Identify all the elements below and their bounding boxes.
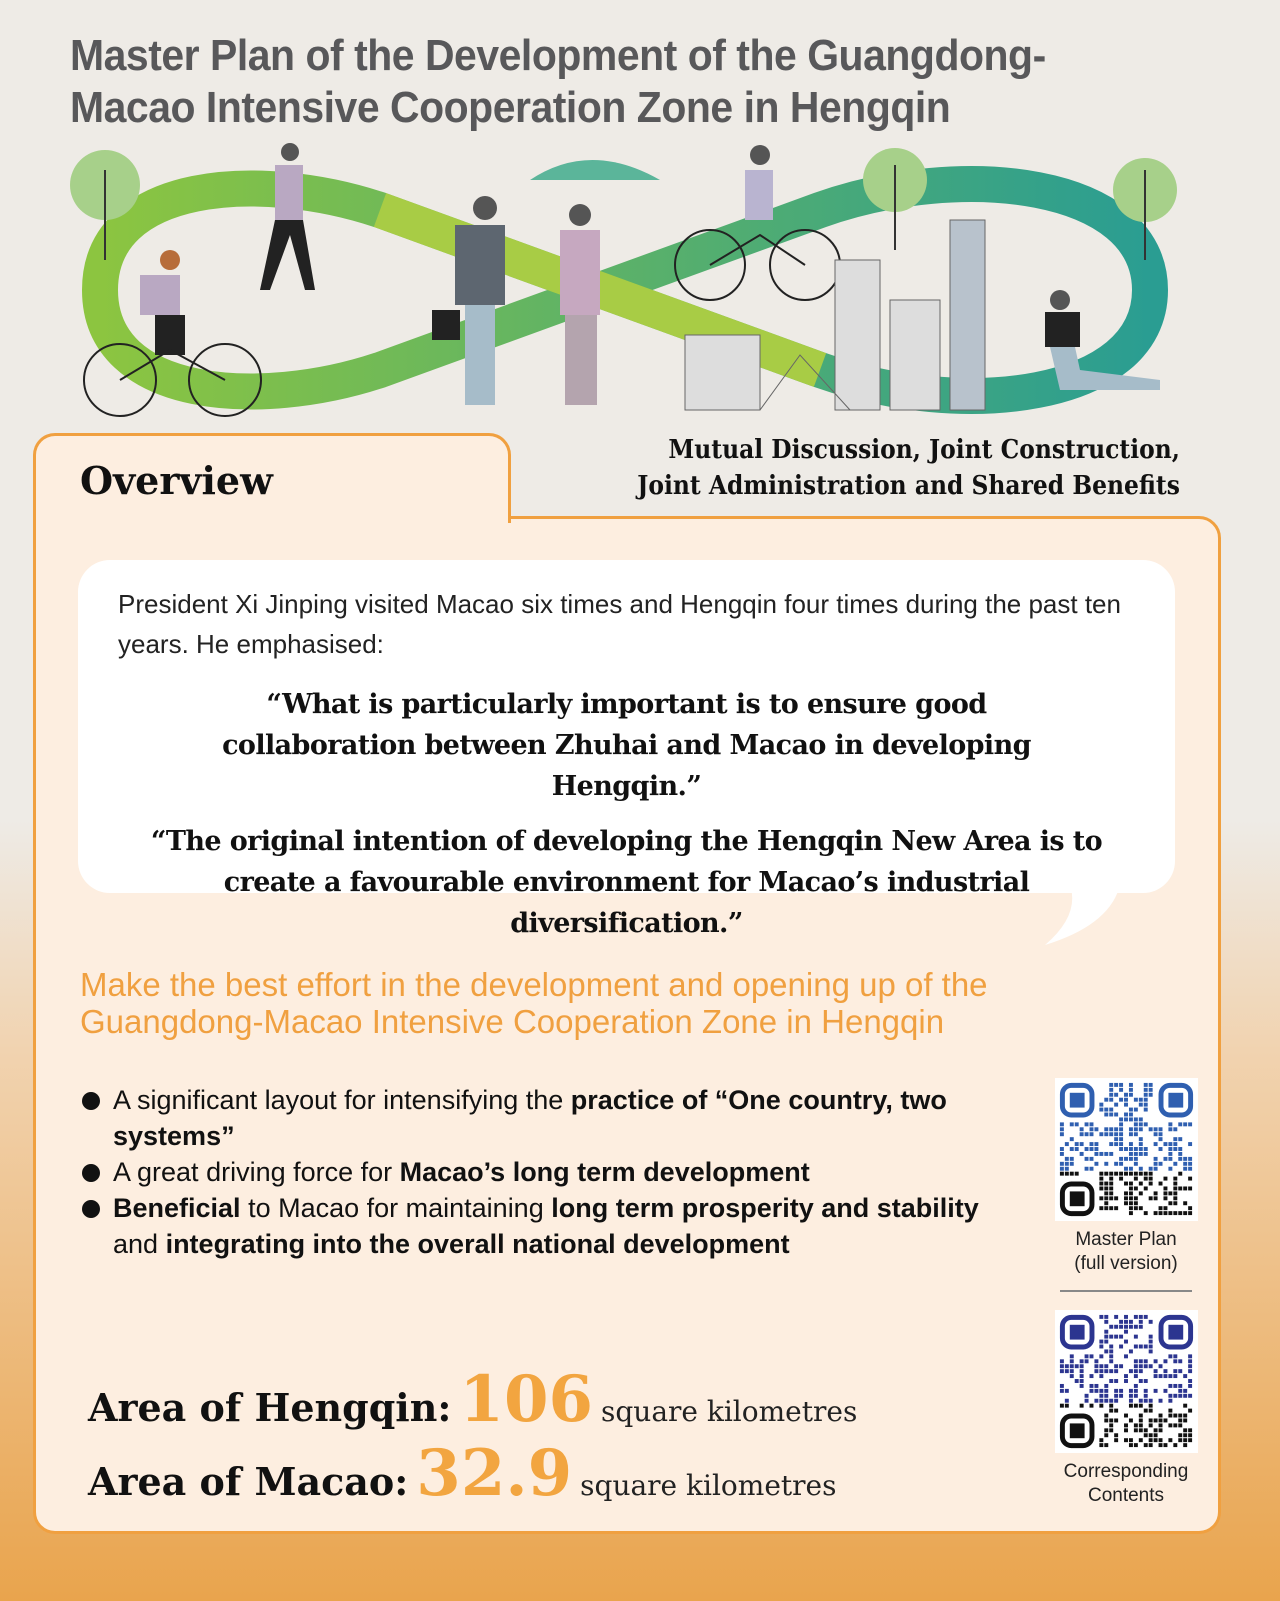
motto-line: Joint Administration and Shared Benefits xyxy=(637,471,1180,501)
qr-code-master-plan[interactable] xyxy=(1055,1078,1198,1221)
emphasis: Beneficial xyxy=(113,1193,241,1223)
area-unit: square kilometres xyxy=(580,1469,837,1502)
emphasis: Macao’s long term development xyxy=(399,1157,810,1187)
illustration xyxy=(60,140,1220,430)
bubble-tail xyxy=(1040,885,1130,947)
overview-heading: Overview xyxy=(80,458,273,503)
qr-label-line: (full version) xyxy=(1074,1253,1178,1274)
text: A significant layout for intensifying the xyxy=(113,1085,571,1115)
text: to Macao for maintaining xyxy=(240,1193,552,1223)
divider xyxy=(1060,1290,1192,1292)
area-value: 106 xyxy=(459,1362,593,1437)
quote-1: “What is particularly important is to ensure good collaboration between Zhuhai and Macao in developing Hengqin.” xyxy=(222,689,1031,802)
qr-label xyxy=(1040,1228,1212,1276)
bullet-item xyxy=(80,1154,1010,1190)
text: and xyxy=(113,1229,166,1259)
qr-label-line: Corresponding xyxy=(1063,1461,1189,1482)
qr-label xyxy=(1040,1460,1212,1508)
area-value: 32.9 xyxy=(416,1436,573,1511)
text: A great driving force for xyxy=(113,1157,400,1187)
qr-label-line: Master Plan xyxy=(1075,1229,1177,1250)
emphasis: integrating into the overall national development xyxy=(165,1229,790,1259)
area-macao xyxy=(88,1436,836,1511)
intro-text: President Xi Jinping visited Macao six times and Hengqin four times during the past ten years. He emphasised: xyxy=(118,589,1121,659)
area-label: Area of Hengqin: xyxy=(88,1385,452,1430)
emphasis: practice of “One country, two systems” xyxy=(113,1085,947,1151)
area-label: Area of Macao: xyxy=(88,1459,409,1504)
bullet-list xyxy=(80,1082,1010,1262)
section-heading: Make the best effort in the development and opening up of the Guangdong-Macao Intensive Cooperation Zone in Hengqin xyxy=(80,966,988,1040)
bullet-item xyxy=(80,1190,1010,1262)
area-unit: square kilometres xyxy=(601,1395,858,1428)
emphasis: long term prosperity and stability xyxy=(551,1193,979,1223)
quote-2: “The original intention of developing the Hengqin New Area is to create a favourable environment for Macao’s industrial diversification.” xyxy=(150,826,1103,939)
qr-code-corresponding-contents[interactable] xyxy=(1055,1310,1198,1453)
quote-bubble xyxy=(78,560,1175,939)
qr-label-line: Contents xyxy=(1087,1485,1165,1506)
tab-joint xyxy=(36,510,508,522)
motto-line: Mutual Discussion, Joint Construction, xyxy=(668,435,1180,465)
area-hengqin xyxy=(88,1362,857,1437)
bullet-item xyxy=(80,1082,1010,1154)
motto xyxy=(637,432,1180,504)
page-title: Master Plan of the Development of the Guangdong-Macao Intensive Cooperation Zone in Hengqin xyxy=(70,31,1046,132)
